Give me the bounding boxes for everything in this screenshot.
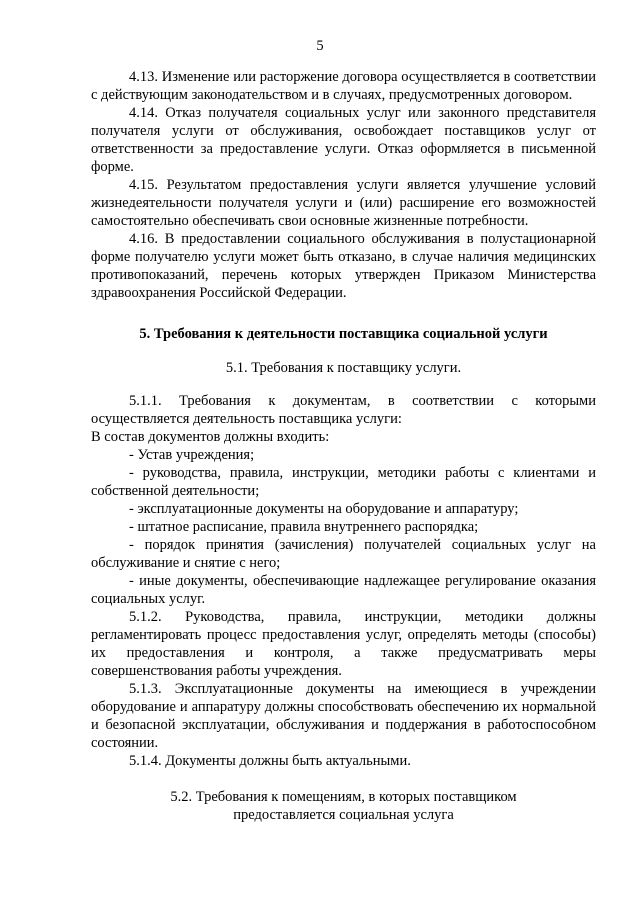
paragraph-4-16: 4.16. В предоставлении социального обслуживания в полустационарной форме получателю услуги может быть отказано, в случае наличия медицинских противопоказаний, перечень которых утвержден Приказом Министерства здравоохранения Российской Федерации. bbox=[91, 231, 596, 301]
list-item: - иные документы, обеспечивающие надлежащее регулирование оказания социальных услуг. bbox=[91, 573, 596, 607]
paragraph-5-1-3: 5.1.3. Эксплуатационные документы на имеющиеся в учреждении оборудование и аппаратуру должны способствовать обеспечению их нормальной и безопасной эксплуатации, обслуживания и поддержания в работоспособном состоянии. bbox=[91, 681, 596, 751]
paragraph-5-1-4: 5.1.4. Документы должны быть актуальными. bbox=[129, 753, 411, 769]
subsection-heading-5-2-line1: 5.2. Требования к помещениям, в которых поставщиком bbox=[170, 789, 517, 805]
list-item: - порядок принятия (зачисления) получателей социальных услуг на обслуживание и снятие с него; bbox=[91, 537, 596, 571]
section-heading: 5. Требования к деятельности поставщика социальной услуги bbox=[139, 326, 548, 342]
paragraph-5-1-1: 5.1.1. Требования к документам, в соответствии с которыми осуществляется деятельность поставщика услуги: bbox=[91, 393, 596, 427]
paragraph-4-13: 4.13. Изменение или расторжение договора осуществляется в соответствии с действующим законодательством и в случаях, предусмотренных договором. bbox=[91, 69, 596, 103]
paragraph-5-1-2: 5.1.2. Руководства, правила, инструкции, методики должны регламентировать процесс предоставления услуг, определять методы (способы) их предоставления и контроля, а также предусматривать меры совершенствования работы учреждения. bbox=[91, 609, 596, 679]
list-item: - руководства, правила, инструкции, методики работы с клиентами и собственной деятельности; bbox=[91, 465, 596, 499]
list-item: - Устав учреждения; bbox=[129, 447, 255, 463]
page-number: 5 bbox=[316, 38, 324, 54]
paragraph-4-15: 4.15. Результатом предоставления услуги является улучшение условий жизнедеятельности получателя услуги и (или) расширение его возможностей самостоятельно обеспечивать свои основные жизненные потребности. bbox=[91, 177, 596, 229]
subsection-heading-5-2-line2: предоставляется социальная услуга bbox=[233, 807, 454, 823]
list-item: - штатное расписание, правила внутреннего распорядка; bbox=[129, 519, 479, 535]
paragraph-4-14: 4.14. Отказ получателя социальных услуг или законного представителя получателя услуги от обслуживания, освобождает поставщиков услуг от ответственности за предоставление услуги. Отказ оформляется в письменной форме. bbox=[91, 105, 596, 175]
document-body bbox=[91, 68, 596, 824]
list-item: - эксплуатационные документы на оборудование и аппаратуру; bbox=[129, 501, 519, 517]
list-intro: В состав документов должны входить: bbox=[91, 429, 330, 445]
subsection-heading-5-1: 5.1. Требования к поставщику услуги. bbox=[225, 360, 462, 376]
